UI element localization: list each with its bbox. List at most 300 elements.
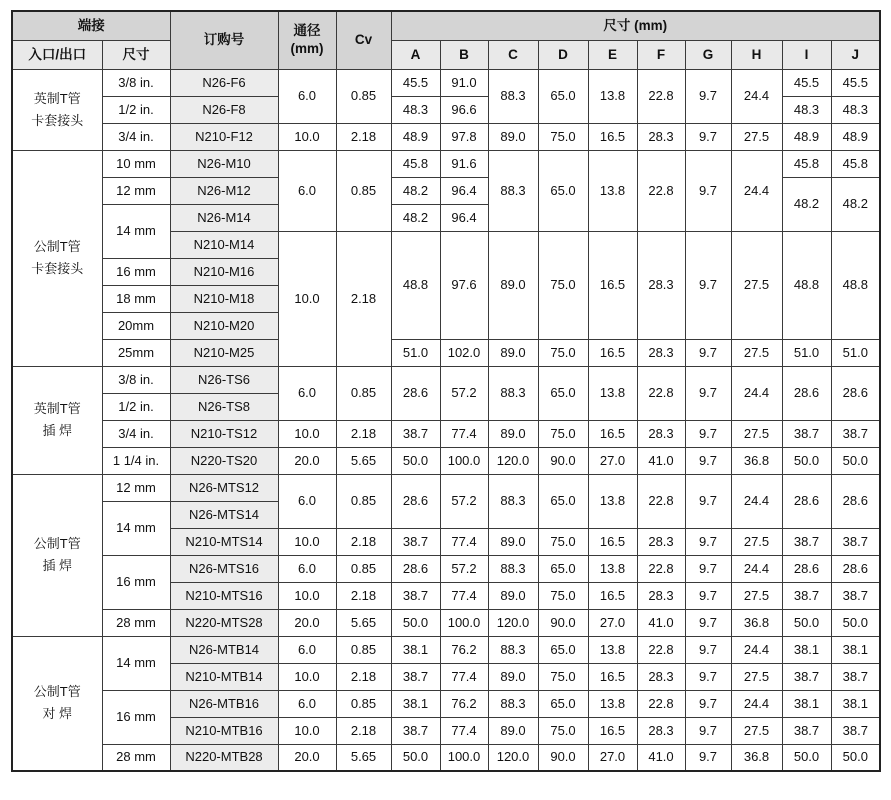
header-in-out: 入口/出口 <box>12 40 102 69</box>
value-cell: 24.4 <box>731 555 782 582</box>
value-cell: 50.0 <box>782 609 831 636</box>
value-cell: 96.4 <box>440 204 488 231</box>
size-cell: 16 mm <box>102 690 170 744</box>
value-cell: 50.0 <box>831 609 880 636</box>
value-cell: 88.3 <box>488 555 538 582</box>
order-cell: N210-M25 <box>170 339 278 366</box>
value-cell: 91.0 <box>440 69 488 96</box>
value-cell: 0.85 <box>336 555 391 582</box>
value-cell: 6.0 <box>278 555 336 582</box>
col-e: E <box>588 40 637 69</box>
header-cv: Cv <box>336 11 391 69</box>
order-cell: N26-M10 <box>170 150 278 177</box>
value-cell: 0.85 <box>336 366 391 420</box>
value-cell: 38.7 <box>831 663 880 690</box>
value-cell: 27.0 <box>588 447 637 474</box>
col-b: B <box>440 40 488 69</box>
value-cell: 10.0 <box>278 663 336 690</box>
value-cell: 41.0 <box>637 744 685 771</box>
value-cell: 50.0 <box>831 447 880 474</box>
value-cell: 45.5 <box>831 69 880 96</box>
value-cell: 65.0 <box>538 474 588 528</box>
value-cell: 16.5 <box>588 663 637 690</box>
value-cell: 9.7 <box>685 447 731 474</box>
spec-table <box>11 10 881 772</box>
size-cell: 16 mm <box>102 258 170 285</box>
value-cell: 16.5 <box>588 231 637 339</box>
table-row <box>12 555 880 582</box>
value-cell: 24.4 <box>731 366 782 420</box>
order-cell: N210-M16 <box>170 258 278 285</box>
value-cell: 16.5 <box>588 123 637 150</box>
group-label: 公制T管 卡套接头 <box>12 150 102 366</box>
value-cell: 38.7 <box>831 420 880 447</box>
value-cell: 28.6 <box>782 366 831 420</box>
value-cell: 2.18 <box>336 663 391 690</box>
header-port: 端接 <box>12 11 170 40</box>
value-cell: 77.4 <box>440 717 488 744</box>
value-cell: 36.8 <box>731 744 782 771</box>
value-cell: 28.6 <box>831 555 880 582</box>
value-cell: 48.8 <box>391 231 440 339</box>
value-cell: 48.3 <box>831 96 880 123</box>
value-cell: 24.4 <box>731 69 782 123</box>
value-cell: 16.5 <box>588 717 637 744</box>
value-cell: 5.65 <box>336 447 391 474</box>
value-cell: 6.0 <box>278 690 336 717</box>
value-cell: 48.3 <box>391 96 440 123</box>
value-cell: 50.0 <box>391 744 440 771</box>
value-cell: 75.0 <box>538 663 588 690</box>
table-row <box>12 366 880 393</box>
value-cell: 120.0 <box>488 609 538 636</box>
size-cell: 14 mm <box>102 501 170 555</box>
value-cell: 28.3 <box>637 663 685 690</box>
value-cell: 76.2 <box>440 636 488 663</box>
value-cell: 20.0 <box>278 744 336 771</box>
value-cell: 9.7 <box>685 474 731 528</box>
order-cell: N26-F8 <box>170 96 278 123</box>
order-cell: N26-M14 <box>170 204 278 231</box>
size-cell: 18 mm <box>102 285 170 312</box>
value-cell: 96.6 <box>440 96 488 123</box>
order-cell: N210-TS12 <box>170 420 278 447</box>
value-cell: 48.2 <box>391 177 440 204</box>
value-cell: 50.0 <box>831 744 880 771</box>
value-cell: 45.5 <box>782 69 831 96</box>
value-cell: 97.6 <box>440 231 488 339</box>
value-cell: 45.8 <box>831 150 880 177</box>
value-cell: 2.18 <box>336 231 391 366</box>
order-cell: N210-M18 <box>170 285 278 312</box>
value-cell: 22.8 <box>637 150 685 231</box>
value-cell: 13.8 <box>588 366 637 420</box>
value-cell: 38.1 <box>831 690 880 717</box>
value-cell: 27.0 <box>588 609 637 636</box>
size-cell: 1/2 in. <box>102 96 170 123</box>
value-cell: 2.18 <box>336 582 391 609</box>
value-cell: 75.0 <box>538 717 588 744</box>
value-cell: 89.0 <box>488 339 538 366</box>
value-cell: 28.3 <box>637 123 685 150</box>
value-cell: 41.0 <box>637 447 685 474</box>
value-cell: 9.7 <box>685 528 731 555</box>
value-cell: 89.0 <box>488 123 538 150</box>
value-cell: 65.0 <box>538 366 588 420</box>
value-cell: 28.3 <box>637 582 685 609</box>
col-i: I <box>782 40 831 69</box>
value-cell: 48.8 <box>831 231 880 339</box>
value-cell: 6.0 <box>278 69 336 123</box>
order-cell: N26-M12 <box>170 177 278 204</box>
value-cell: 6.0 <box>278 366 336 420</box>
value-cell: 20.0 <box>278 447 336 474</box>
value-cell: 38.7 <box>391 663 440 690</box>
value-cell: 9.7 <box>685 717 731 744</box>
value-cell: 88.3 <box>488 690 538 717</box>
value-cell: 51.0 <box>831 339 880 366</box>
header-order-no: 订购号 <box>170 11 278 69</box>
value-cell: 9.7 <box>685 555 731 582</box>
value-cell: 91.6 <box>440 150 488 177</box>
value-cell: 75.0 <box>538 231 588 339</box>
value-cell: 38.7 <box>391 420 440 447</box>
value-cell: 50.0 <box>391 447 440 474</box>
value-cell: 28.6 <box>782 474 831 528</box>
order-cell: N210-M20 <box>170 312 278 339</box>
size-cell: 16 mm <box>102 555 170 609</box>
value-cell: 9.7 <box>685 366 731 420</box>
value-cell: 48.2 <box>782 177 831 231</box>
value-cell: 96.4 <box>440 177 488 204</box>
value-cell: 5.65 <box>336 609 391 636</box>
value-cell: 22.8 <box>637 366 685 420</box>
order-cell: N26-TS8 <box>170 393 278 420</box>
order-cell: N26-F6 <box>170 69 278 96</box>
table-row <box>12 150 880 177</box>
value-cell: 16.5 <box>588 420 637 447</box>
value-cell: 13.8 <box>588 69 637 123</box>
value-cell: 41.0 <box>637 609 685 636</box>
value-cell: 38.7 <box>782 420 831 447</box>
size-cell: 1 1/4 in. <box>102 447 170 474</box>
value-cell: 89.0 <box>488 420 538 447</box>
value-cell: 22.8 <box>637 555 685 582</box>
value-cell: 89.0 <box>488 717 538 744</box>
value-cell: 38.7 <box>831 528 880 555</box>
value-cell: 77.4 <box>440 582 488 609</box>
value-cell: 88.3 <box>488 150 538 231</box>
group-label: 英制T管 卡套接头 <box>12 69 102 150</box>
subheader-row <box>12 40 880 69</box>
value-cell: 27.5 <box>731 582 782 609</box>
value-cell: 88.3 <box>488 366 538 420</box>
value-cell: 0.85 <box>336 636 391 663</box>
value-cell: 22.8 <box>637 474 685 528</box>
value-cell: 89.0 <box>488 528 538 555</box>
value-cell: 20.0 <box>278 609 336 636</box>
value-cell: 13.8 <box>588 636 637 663</box>
value-cell: 90.0 <box>538 609 588 636</box>
value-cell: 75.0 <box>538 528 588 555</box>
value-cell: 2.18 <box>336 717 391 744</box>
value-cell: 38.1 <box>391 636 440 663</box>
value-cell: 75.0 <box>538 123 588 150</box>
value-cell: 77.4 <box>440 663 488 690</box>
value-cell: 38.7 <box>782 717 831 744</box>
order-cell: N26-MTB14 <box>170 636 278 663</box>
value-cell: 9.7 <box>685 123 731 150</box>
value-cell: 38.7 <box>391 582 440 609</box>
header-row <box>12 11 880 40</box>
size-cell: 1/2 in. <box>102 393 170 420</box>
value-cell: 9.7 <box>685 69 731 123</box>
value-cell: 9.7 <box>685 690 731 717</box>
order-cell: N26-MTS14 <box>170 501 278 528</box>
value-cell: 57.2 <box>440 555 488 582</box>
value-cell: 50.0 <box>391 609 440 636</box>
value-cell: 28.3 <box>637 528 685 555</box>
value-cell: 28.6 <box>391 474 440 528</box>
value-cell: 77.4 <box>440 528 488 555</box>
value-cell: 9.7 <box>685 420 731 447</box>
value-cell: 13.8 <box>588 150 637 231</box>
value-cell: 100.0 <box>440 447 488 474</box>
table-row <box>12 339 880 366</box>
value-cell: 75.0 <box>538 339 588 366</box>
value-cell: 0.85 <box>336 150 391 231</box>
table-row <box>12 690 880 717</box>
value-cell: 50.0 <box>782 447 831 474</box>
table-row <box>12 609 880 636</box>
value-cell: 45.5 <box>391 69 440 96</box>
order-cell: N210-M14 <box>170 231 278 258</box>
value-cell: 57.2 <box>440 366 488 420</box>
value-cell: 88.3 <box>488 636 538 663</box>
table-row <box>12 744 880 771</box>
value-cell: 38.7 <box>782 663 831 690</box>
value-cell: 13.8 <box>588 690 637 717</box>
order-cell: N220-MTS28 <box>170 609 278 636</box>
value-cell: 24.4 <box>731 690 782 717</box>
value-cell: 48.8 <box>782 231 831 339</box>
order-cell: N26-MTS16 <box>170 555 278 582</box>
value-cell: 13.8 <box>588 555 637 582</box>
value-cell: 65.0 <box>538 690 588 717</box>
group-label: 公制T管 插 焊 <box>12 474 102 636</box>
value-cell: 38.7 <box>391 528 440 555</box>
value-cell: 27.5 <box>731 717 782 744</box>
value-cell: 28.3 <box>637 717 685 744</box>
value-cell: 38.7 <box>782 582 831 609</box>
order-cell: N220-TS20 <box>170 447 278 474</box>
value-cell: 28.6 <box>391 366 440 420</box>
value-cell: 89.0 <box>488 582 538 609</box>
value-cell: 28.6 <box>391 555 440 582</box>
value-cell: 76.2 <box>440 690 488 717</box>
value-cell: 120.0 <box>488 744 538 771</box>
value-cell: 89.0 <box>488 663 538 690</box>
value-cell: 38.7 <box>391 717 440 744</box>
value-cell: 10.0 <box>278 717 336 744</box>
value-cell: 38.1 <box>831 636 880 663</box>
value-cell: 28.6 <box>782 555 831 582</box>
col-h: H <box>731 40 782 69</box>
order-cell: N26-MTS12 <box>170 474 278 501</box>
value-cell: 38.1 <box>391 690 440 717</box>
table-row <box>12 69 880 96</box>
order-cell: N210-MTB14 <box>170 663 278 690</box>
value-cell: 9.7 <box>685 609 731 636</box>
value-cell: 27.5 <box>731 528 782 555</box>
value-cell: 16.5 <box>588 528 637 555</box>
order-cell: N210-F12 <box>170 123 278 150</box>
value-cell: 57.2 <box>440 474 488 528</box>
value-cell: 6.0 <box>278 150 336 231</box>
value-cell: 120.0 <box>488 447 538 474</box>
value-cell: 100.0 <box>440 744 488 771</box>
value-cell: 51.0 <box>782 339 831 366</box>
value-cell: 45.8 <box>782 150 831 177</box>
value-cell: 10.0 <box>278 582 336 609</box>
value-cell: 6.0 <box>278 636 336 663</box>
value-cell: 45.8 <box>391 150 440 177</box>
value-cell: 0.85 <box>336 69 391 123</box>
value-cell: 10.0 <box>278 420 336 447</box>
value-cell: 48.9 <box>782 123 831 150</box>
size-cell: 3/8 in. <box>102 366 170 393</box>
group-label: 英制T管 插 焊 <box>12 366 102 474</box>
value-cell: 24.4 <box>731 150 782 231</box>
value-cell: 28.3 <box>637 339 685 366</box>
table-row <box>12 474 880 501</box>
table-row <box>12 447 880 474</box>
value-cell: 28.3 <box>637 420 685 447</box>
value-cell: 48.9 <box>831 123 880 150</box>
value-cell: 38.1 <box>782 636 831 663</box>
value-cell: 65.0 <box>538 150 588 231</box>
value-cell: 51.0 <box>391 339 440 366</box>
value-cell: 89.0 <box>488 231 538 339</box>
size-cell: 14 mm <box>102 636 170 690</box>
value-cell: 9.7 <box>685 663 731 690</box>
order-cell: N210-MTB16 <box>170 717 278 744</box>
group-label: 公制T管 对 焊 <box>12 636 102 771</box>
value-cell: 9.7 <box>685 636 731 663</box>
value-cell: 22.8 <box>637 636 685 663</box>
value-cell: 48.2 <box>831 177 880 231</box>
size-cell: 12 mm <box>102 474 170 501</box>
col-a: A <box>391 40 440 69</box>
value-cell: 27.5 <box>731 123 782 150</box>
value-cell: 10.0 <box>278 123 336 150</box>
value-cell: 22.8 <box>637 69 685 123</box>
value-cell: 88.3 <box>488 69 538 123</box>
order-cell: N26-MTB16 <box>170 690 278 717</box>
size-cell: 3/4 in. <box>102 123 170 150</box>
col-f: F <box>637 40 685 69</box>
value-cell: 9.7 <box>685 744 731 771</box>
value-cell: 0.85 <box>336 690 391 717</box>
value-cell: 28.3 <box>637 231 685 339</box>
value-cell: 9.7 <box>685 231 731 339</box>
size-cell: 10 mm <box>102 150 170 177</box>
value-cell: 90.0 <box>538 447 588 474</box>
size-cell: 28 mm <box>102 609 170 636</box>
value-cell: 48.2 <box>391 204 440 231</box>
value-cell: 24.4 <box>731 474 782 528</box>
col-c: C <box>488 40 538 69</box>
value-cell: 16.5 <box>588 339 637 366</box>
value-cell: 48.3 <box>782 96 831 123</box>
value-cell: 27.5 <box>731 663 782 690</box>
value-cell: 0.85 <box>336 474 391 528</box>
col-g: G <box>685 40 731 69</box>
value-cell: 9.7 <box>685 150 731 231</box>
value-cell: 6.0 <box>278 474 336 528</box>
col-j: J <box>831 40 880 69</box>
value-cell: 90.0 <box>538 744 588 771</box>
value-cell: 27.0 <box>588 744 637 771</box>
size-cell: 3/4 in. <box>102 420 170 447</box>
size-cell: 20mm <box>102 312 170 339</box>
value-cell: 36.8 <box>731 609 782 636</box>
value-cell: 2.18 <box>336 123 391 150</box>
value-cell: 88.3 <box>488 474 538 528</box>
value-cell: 48.9 <box>391 123 440 150</box>
value-cell: 38.7 <box>831 582 880 609</box>
value-cell: 22.8 <box>637 690 685 717</box>
value-cell: 65.0 <box>538 636 588 663</box>
value-cell: 5.65 <box>336 744 391 771</box>
value-cell: 38.7 <box>782 528 831 555</box>
value-cell: 75.0 <box>538 582 588 609</box>
size-cell: 14 mm <box>102 204 170 258</box>
order-cell: N210-MTS14 <box>170 528 278 555</box>
value-cell: 28.6 <box>831 474 880 528</box>
value-cell: 13.8 <box>588 474 637 528</box>
size-cell: 12 mm <box>102 177 170 204</box>
header-orifice: 通径 (mm) <box>278 11 336 69</box>
table-row <box>12 420 880 447</box>
value-cell: 65.0 <box>538 555 588 582</box>
value-cell: 100.0 <box>440 609 488 636</box>
header-dims: 尺寸 (mm) <box>391 11 880 40</box>
value-cell: 77.4 <box>440 420 488 447</box>
value-cell: 9.7 <box>685 582 731 609</box>
value-cell: 27.5 <box>731 420 782 447</box>
value-cell: 38.7 <box>831 717 880 744</box>
value-cell: 102.0 <box>440 339 488 366</box>
value-cell: 38.1 <box>782 690 831 717</box>
value-cell: 27.5 <box>731 339 782 366</box>
value-cell: 2.18 <box>336 528 391 555</box>
value-cell: 50.0 <box>782 744 831 771</box>
order-cell: N26-TS6 <box>170 366 278 393</box>
value-cell: 97.8 <box>440 123 488 150</box>
value-cell: 24.4 <box>731 636 782 663</box>
value-cell: 75.0 <box>538 420 588 447</box>
value-cell: 16.5 <box>588 582 637 609</box>
order-cell: N220-MTB28 <box>170 744 278 771</box>
size-cell: 3/8 in. <box>102 69 170 96</box>
size-cell: 28 mm <box>102 744 170 771</box>
value-cell: 27.5 <box>731 231 782 339</box>
value-cell: 36.8 <box>731 447 782 474</box>
value-cell: 9.7 <box>685 339 731 366</box>
table-row <box>12 636 880 663</box>
order-cell: N210-MTS16 <box>170 582 278 609</box>
